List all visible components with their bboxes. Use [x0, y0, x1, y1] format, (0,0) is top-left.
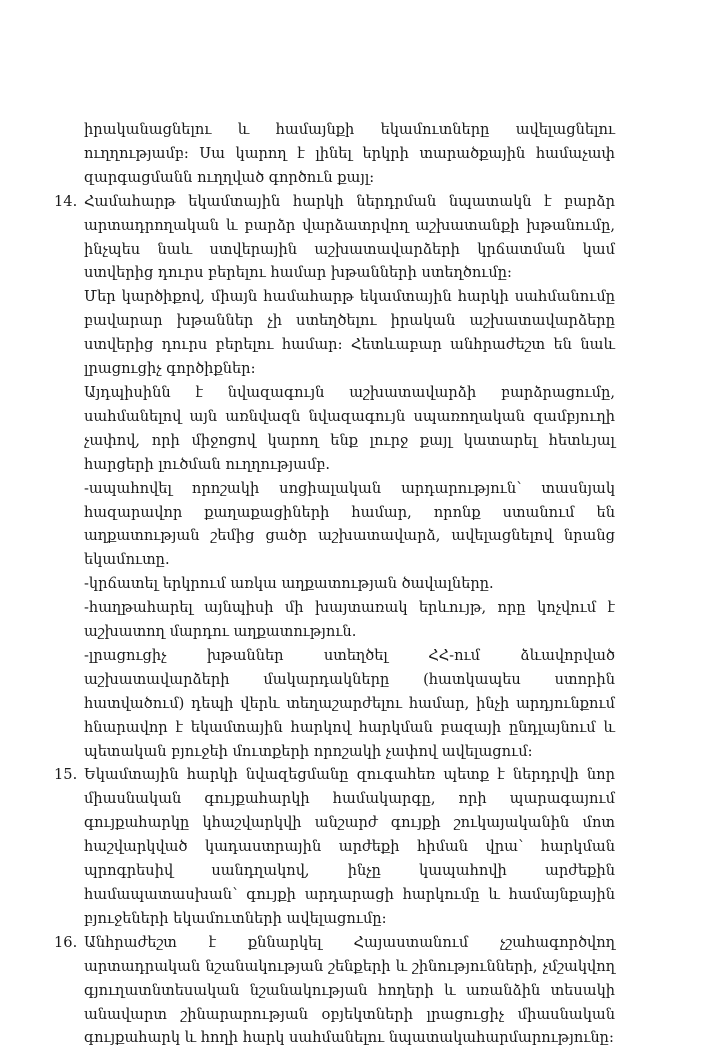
item14-paragraph-4: -ապահովել որոշակի սոցիալական արդարություն՝ տասնյակ հազարավոր քաղաքացիների համար, որոնք ստանում են աղքատության շեմից ցածր աշխատավարձ, ավելացնելով նրանց եկամուտը.	[84, 479, 615, 569]
item14-paragraph-6: -հաղթահարել այնպիսի մի խայտառակ երևույթ, որը կոչվում է աշխատող մարդու աղքատություն.	[84, 599, 615, 641]
item14-paragraph-5: -կրճատել երկրում առկա աղքատության ծավալները.	[84, 575, 494, 593]
item14-paragraph-3: Այդպիսինն է նվազագույն աշխատավարձի բարձրացումը, սահմանելով այն առնվազն նվազագույն սպառողական զամբյուղի չափով, որի միջոցով կարող ենք լուրջ քայլ կատարել հետևյալ հարցերի լուծման ուղղությամբ.	[84, 383, 615, 473]
item14-paragraph-2: Մեր կարծիքով, միայն համահարթ եկամտային հարկի սահմանումը բավարար խթաններ չի ստեղծելու իրական աշխատավարձերը ստվերից դուրս բերելու համար: Հետևաբար անհրաժեշտ են նաև լրացուցիչ գործիքներ:	[84, 288, 615, 378]
list-item-14	[54, 190, 615, 764]
item14-paragraph-7: -լրացուցիչ խթաններ ստեղծել ՀՀ-ում ձևավորված աշխատավարձերի մակարդակները (հատկապես ստորին հատվածում) դեպի վերև տեղաշարժելու համար, ինչի արդյունքում հնարավոր է եկամտային հարկով հարկման բազայի ընդլայնում և պետական բյուջեի մուտքերի որոշակի չափով ավելացում:	[84, 646, 615, 760]
list-item-16	[54, 931, 615, 1050]
list-item-15	[54, 763, 615, 930]
item-number: 15.	[54, 766, 78, 784]
item-number: 14.	[54, 192, 78, 210]
item-number: 16.	[54, 933, 78, 951]
item15-paragraph: Եկամտային հարկի նվազեցմանը զուգահեռ պետք է ներդրվի նոր միասնական գույքահարկի համակարգը, որի պարագայում գույքահարկը կհաշվարկվի անշարժ գույքի շուկայականին մոտ հաշվարկված կադաստրային արժեքի հիման վրա՝ հարկման պրոգրեսիվ սանդղակով, ինչը կապահովի արժեքին համապատասխան՝ գույքի արդարացի հարկումը և համայնքային բյուջեների եկամուտների ավելացումը:	[84, 766, 615, 927]
item16-paragraph: Անհրաժեշտ է քննարկել Հայաստանում չշահագործվող արտադրական նշանակության շենքերի և շինությունների, չմշակվող գյուղատնտեսական նշանակության հողերի և առանձին տեսակի անավարտ շինարարության օբյեկտների լրացուցիչ միասնական գույքահարկ և հողի հարկ սահմանելու նպատակահարմարությունը:	[84, 933, 615, 1047]
item14-paragraph-1: Համահարթ եկամտային հարկի ներդրման նպատակն է բարձր արտադրողական և բարձր վարձատրվող աշխատանքի խթանումը, ինչպես նաև ստվերային աշխատավարձերի կրճատման կամ ստվերից դուրս բերելու համար խթանների ստեղծումը:	[84, 192, 615, 282]
intro-paragraph: իրականացնելու և համայնքի եկամուտները ավելացնելու ուղղությամբ: Սա կարող է լինել երկրի տարածքային համաչափ զարգացմանն ուղղված գործուն քայլ:	[84, 121, 615, 186]
